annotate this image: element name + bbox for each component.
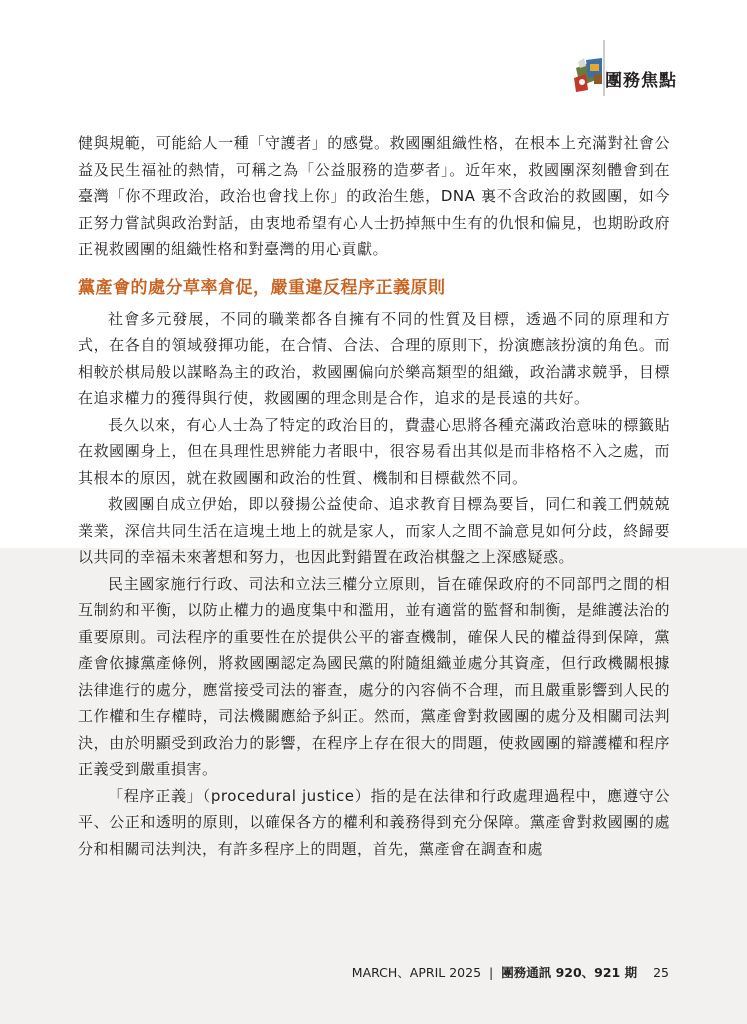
section-title: 團務焦點 — [605, 71, 677, 91]
page-number: 25 — [653, 965, 669, 980]
article-body — [78, 130, 670, 862]
page-footer — [352, 963, 669, 981]
paragraph-continued: 健與規範，可能給人一種「守護者」的感覺。救國團組織性格，在根本上充滿對社會公益及民生福祉的熱情，可稱之為「公益服務的造夢者」。近年來，救國團深刻體會到在臺灣「你不理政治，政治也會找上你」的政治生態，DNA 裏不含政治的救國團，如今正努力嘗試與政治對話，由衷地希望有心人士扔掉無中生有的仇恨和偏見，也期盼政府正視救國團的組織性格和對臺灣的用心貢獻。 — [78, 134, 670, 258]
paragraph: 救國團自成立伊始，即以發揚公益使命、追求教育目標為要旨，同仁和義工們兢兢業業，深信共同生活在這塊土地上的就是家人，而家人之間不論意見如何分歧，終歸要以共同的幸福未來著想和努力，也因此對錯置在政治棋盤之上深感疑惑。 — [78, 495, 670, 566]
footer-separator: | — [489, 965, 494, 980]
section-heading: 黨產會的處分草率倉促，嚴重違反程序正義原則 — [78, 277, 446, 298]
issue-date: MARCH、APRIL 2025 — [351, 965, 482, 980]
paragraph: 民主國家施行行政、司法和立法三權分立原則，旨在確保政府的不同部門之間的相互制約和平衡，以防止權力的過度集中和濫用，並有適當的監督和制衡，是維護法治的重要原則。司法程序的重要性在於提供公平的審查機制，確保人民的權益得到保障，黨產會依據黨產條例，將救國團認定為國民黨的附隨組織並處分其資產，但行政機關根據法律進行的處分，應當接受司法的審查，處分的內容倘不合理，而且嚴重影響到人民的工作權和生存權時，司法機關應給予糾正。然而，黨產會對救國團的處分及相關司法判決，由於明顯受到政治力的影響，在程序上存在很大的問題，使救國團的辯護權和程序正義受到嚴重損害。 — [78, 574, 670, 778]
paragraph: 長久以來，有心人士為了特定的政治目的，費盡心思將各種充滿政治意味的標籤貼在救國團身上，但在具理性思辨能力者眼中，很容易看出其似是而非格格不入之處，而其根本的原因，就在救國團和政治的性質、機制和目標截然不同。 — [78, 415, 670, 487]
publication-name: 團務通訊 920、921 期 — [501, 965, 638, 980]
paragraph: 社會多元發展，不同的職業都各自擁有不同的性質及目標，透過不同的原理和方式，在各自的領域發揮功能，在合情、合法、合理的原則下，扮演應該扮演的角色。而相較於棋局般以謀略為主的政治，救國團偏向於樂高類型的組織，政治講求競爭，目標在追求權力的獲得與行使，救國團的理念則是合作，追求的是長遠的共好。 — [78, 309, 670, 407]
paragraph: 「程序正義」（procedural justice）指的是在法律和行政處理過程中，應遵守公平、公正和透明的原則，以確保各方的權利和義務得到充分保障。黨產會對救國團的處分和相關司法判決，有許多程序上的問題，首先，黨產會在調查和處 — [78, 786, 670, 858]
